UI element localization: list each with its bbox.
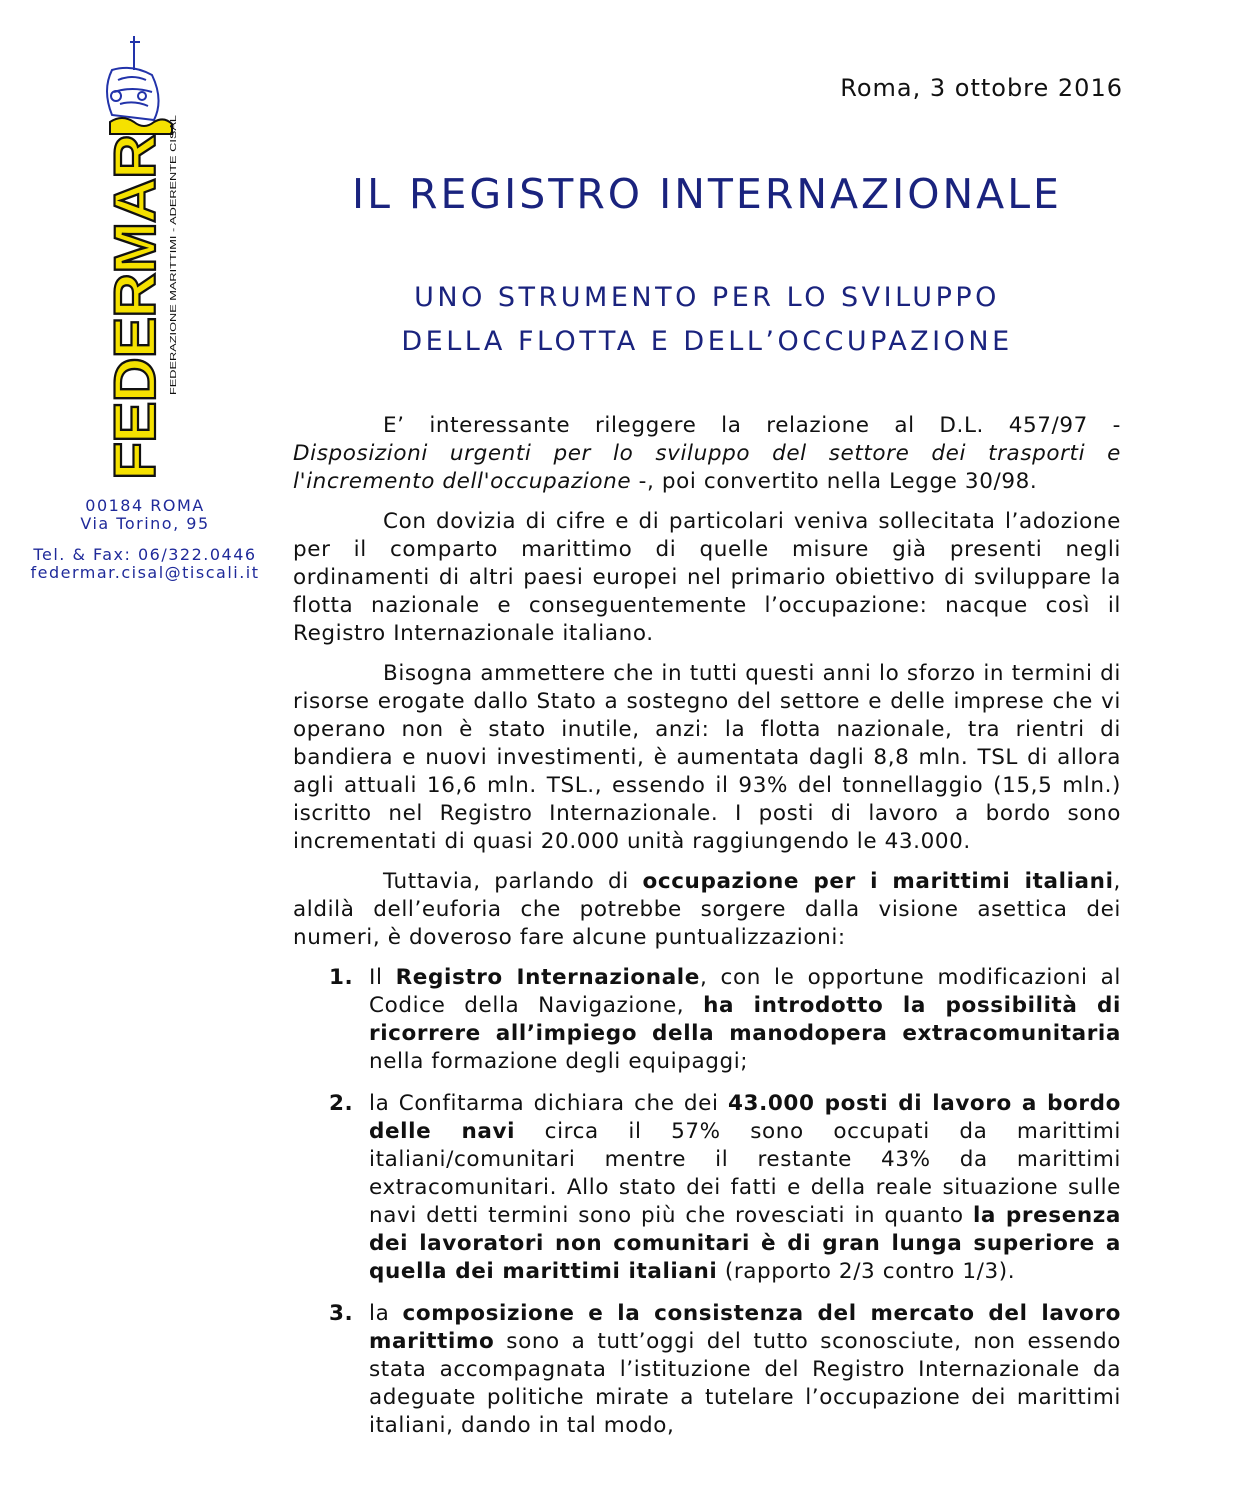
item1-bold-2: ha introdotto la possibilità di ricorrere all’impiego della manodopera extracomunitaria	[369, 993, 1121, 1046]
list-number: 1.	[329, 965, 354, 990]
item2-text-d: (rapporto 2/3 contro 1/3).	[717, 1259, 1016, 1284]
subtitle-line-1: UNO STRUMENTO PER LO SVILUPPO	[414, 282, 1000, 313]
federmar-logo	[92, 30, 192, 485]
item1-text-c: , con le opportune modificazioni al Codice della Navigazione,	[369, 965, 1121, 1018]
list-number: 2.	[329, 1091, 354, 1116]
address-postal: 00184 ROMA	[85, 496, 205, 515]
document-subtitle	[292, 276, 1122, 364]
paragraph-4	[293, 868, 1121, 952]
paragraph-3: Bisogna ammettere che in tutti questi anni lo sforzo in termini di risorse erogate dallo Stato a sostegno del settore e delle imprese che vi operano non è stato inutile, anzi: la flotta nazionale, tra rientri di bandiera e nuovi investimenti, è aumentata dagli 8,8 mln. TSL di allora agli attuali 16,6 mln. TSL., essendo il 93% del tonnellaggio (15,5 mln.) iscritto nel Registro Internazionale. I posti di lavoro a bordo sono incrementati di quasi 20.000 unità raggiungendo le 43.000.	[293, 661, 1121, 854]
paragraph-2: Con dovizia di cifre e di particolari veniva sollecitata l’adozione per il comparto marittimo di quelle misure già presenti negli ordinamenti di altri paesi europei nel primario obiettivo di sviluppare la flotta nazionale e conseguentemente l’occupazione: nacque così il Registro Internazionale italiano.	[293, 509, 1121, 646]
points-list	[293, 964, 1121, 1440]
wave-shape	[110, 118, 172, 134]
p1-text-b: -, poi convertito nella Legge 30/98.	[631, 469, 1038, 494]
document-body	[293, 412, 1121, 1454]
p4-text-b: , aldilà dell’euforia che potrebbe sorgere dalla visione asettica dei numeri, è doveroso fare alcune puntualizzazioni:	[293, 869, 1121, 950]
document-title: IL REGISTRO INTERNAZIONALE	[352, 170, 1062, 218]
list-item	[293, 964, 1121, 1076]
subtitle-line-2: DELLA FLOTTA E DELL’OCCUPAZIONE	[401, 326, 1013, 357]
phone-fax: Tel. & Fax: 06/322.0446	[33, 545, 257, 564]
p1-text-a: E’ interessante rileggere la relazione al D.L. 457/97 -	[383, 413, 1121, 438]
contact-block	[20, 546, 270, 582]
item2-bold-2: la presenza dei lavoratori non comunitari è di gran lunga superiore a quella dei marittimi italiani	[369, 1203, 1122, 1284]
p4-text-a: Tuttavia, parlando di	[383, 869, 643, 894]
logo-subtext: FEDERAZIONE MARITTIMI - ADERENTE CISAL	[168, 208, 178, 395]
item2-text-a: la Confitarma dichiara che dei	[369, 1091, 728, 1116]
address-street: Via Torino, 95	[80, 514, 210, 533]
logo-wordmark: FEDERMAR	[103, 159, 168, 480]
item3-text-a: la	[369, 1301, 403, 1326]
p4-bold: occupazione per i marittimi italiani	[642, 869, 1114, 894]
item2-text-c: circa il 57% sono occupati da marittimi italiani/comunitari mentre il restante 43% da marittimi extracomunitari. Allo stato dei fatti e della reale situazione sulle navi detti termini sono più che rovesciati in quanto	[369, 1119, 1121, 1228]
item1-text-d: nella formazione degli equipaggi;	[369, 1049, 749, 1074]
list-number: 3.	[329, 1301, 354, 1326]
ship-icon	[107, 36, 159, 120]
document-date: Roma, 3 ottobre 2016	[840, 74, 1123, 102]
item3-text-c: sono a tutt’oggi del tutto sconosciute, non essendo stata accompagnata l’istituzione del Registro Internazionale da adeguate politiche mirate a tutelare l’occupazione dei marittimi italiani, dando in tal modo,	[369, 1329, 1121, 1438]
email-address: federmar.cisal@tiscali.it	[30, 563, 260, 582]
item1-bold-1: Registro Internazionale	[395, 965, 700, 990]
item2-bold-1: 43.000 posti di lavoro a bordo delle navi	[369, 1091, 1121, 1144]
p1-decree-title: Disposizioni urgenti per lo sviluppo del settore dei trasporti e l'incremento dell'occupazione	[293, 441, 1121, 494]
list-item	[293, 1300, 1121, 1440]
item3-bold-1: composizione e la consistenza del mercato del lavoro marittimo	[369, 1301, 1121, 1354]
list-item	[293, 1090, 1121, 1286]
paragraph-1	[293, 412, 1121, 496]
item1-text-a: Il	[369, 965, 396, 990]
address-block	[20, 497, 270, 533]
